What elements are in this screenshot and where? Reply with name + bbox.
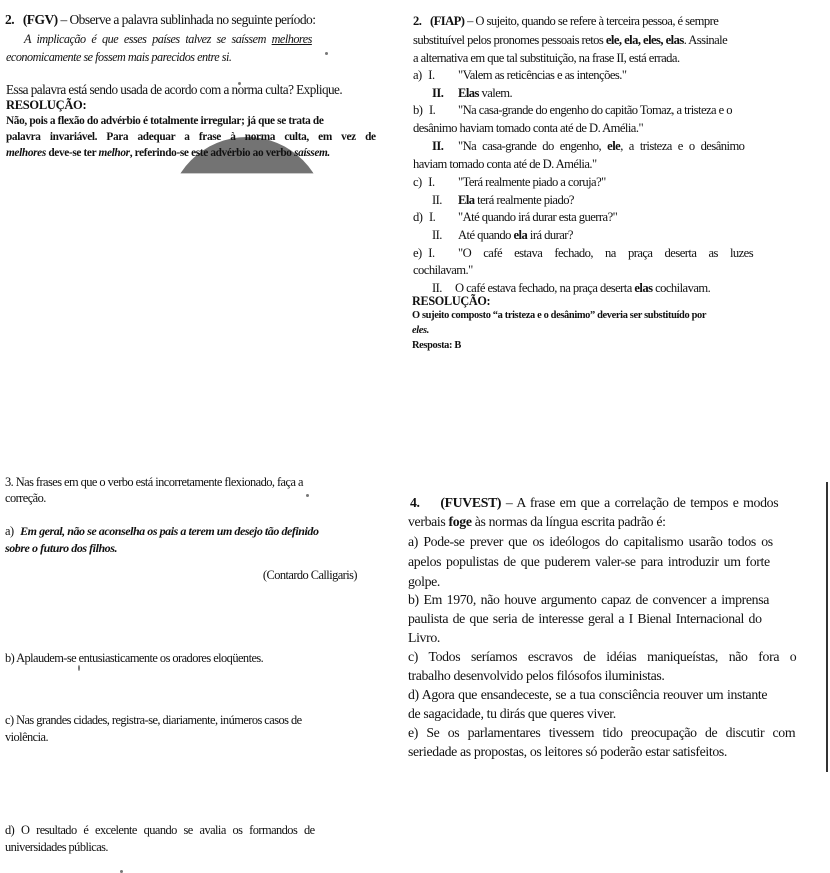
q2-fgv-quote-line1 [24,33,380,45]
q2-fiap-line-3: a alternativa em que tal substituição, na frase II, está errada. [413,51,680,65]
option-letter: c) [413,175,422,189]
sentence-label: II. [432,193,442,207]
option-a-i [413,68,627,82]
option-d-ii [432,228,573,242]
q3-option-c-cont: violência. [5,730,49,744]
question-source: (FGV) [22,12,58,27]
sentence-label: II. [432,281,442,295]
sentence-label: I. [429,103,436,117]
q3-option-a-cont: sobre o futuro dos filhos. [5,541,117,555]
quote-author: (Contardo Calligaris) [262,568,357,582]
q2-fgv-quote-line2: economicamente se fossem mais parecidos entre si. [6,50,232,64]
q4-option-c-line-1: c) Todos seríamos escravos de idéias maniqueístas, não fora o [408,649,797,664]
sentence-text: "Na casa-grande do engenho, [458,139,608,153]
pronoun: ele [607,139,621,153]
option-letter: a) [413,68,422,82]
pronoun: ela [513,228,528,242]
resolution-line-2: eles. [412,325,430,336]
question-2-fgv [0,0,400,190]
sentence-label: II. [432,86,444,100]
option-b-i [413,103,733,117]
underlined-word: melhores [271,32,312,46]
sentence-text: irá durar? [527,228,573,242]
resolution-line-1: O sujeito composto “a tristeza e o desânimo” deveria ser substituído por [412,310,707,321]
q4-option-d-line-2: de sagacidade, tu dirás que queres viver. [408,706,616,721]
q3-option-b: b) Aplaudem-se entusiasticamente os oradores eloqüentes. [5,651,264,665]
q2-fgv-question: Essa palavra está sendo usada de acordo com a norma culta? Explique. [6,82,343,97]
question-prompt: – Observe a palavra sublinhada no seguinte período: [60,12,316,27]
option-b-i-cont: desânimo haviam tomado conta até de D. Amélia." [413,121,644,135]
option-letter: d) [413,210,423,224]
sentence-text: terá realmente piado? [474,193,574,207]
question-source: (FUVEST) [440,495,502,510]
question-text: substituível pelos pronomes pessoais retos [413,33,606,47]
question-text: . Assinale [683,33,728,47]
question-text: às normas da língua escrita padrão é: [471,514,666,529]
q4-option-e-line-2: seriedade as propostas, os leitores só poderão estar satisfeitos. [408,744,728,759]
question-text: – O sujeito, quando se refere à terceira pessoa, é sempre [467,14,719,28]
option-e-i-cont: cochilavam." [413,263,473,277]
pronoun: Ela [458,193,475,207]
question-text: – A frase em que a correlação de tempos e modos [505,495,779,510]
option-letter: a) [5,524,14,538]
sentence-text: "Valem as reticências e as intenções." [458,68,627,82]
option-b-ii [432,140,822,153]
q4-line-2 [408,515,666,529]
q4-option-b-line-2: paulista de que seria de interesse geral a I Bienal Internacional do [408,611,762,626]
option-letter: e) [413,246,422,260]
question-number: 2. [5,12,15,27]
sentence-text: "O café estava fechado, na praça deserta as luzes [458,246,754,260]
pronouns: ele, ela, eles, elas [605,33,684,47]
question-number: 4. [410,495,420,510]
option-b-ii-cont: haviam tomado conta até de D. Amélia." [413,157,597,171]
option-c-ii [432,193,574,207]
scan-artifact-dome [168,137,326,295]
pronoun: elas [634,281,653,295]
resolution-label: RESOLUÇÃO: [412,294,491,308]
q3-option-c: c) Nas grandes cidades, registra-se, diariamente, inúmeros casos de [5,713,302,727]
emphasized-word: foge [448,514,472,529]
q4-option-b-line-1: b) Em 1970, não houve argumento capaz de convencer a imprensa [408,592,770,607]
q2-fiap-line-1 [413,15,718,28]
sentence-label: I. [428,246,435,260]
option-e-i [413,246,754,260]
question-4-fuvest [400,480,820,780]
q3-option-a [5,525,319,537]
sentence-text: O café estava fechado, na praça deserta [455,281,635,295]
sentence-label: I. [428,175,435,189]
option-a-ii [432,86,513,100]
quote-text: A implicação é que esses países talvez se saíssem [24,32,272,46]
option-text: Em geral, não se aconselha os pais a terem um desejo tão definido [20,524,319,538]
question-number: 2. [413,14,422,28]
question-text: verbais [408,514,449,529]
sentence-text: cochilavam. [652,281,711,295]
question-3 [0,465,360,865]
scan-speck [325,52,328,55]
scan-speck [78,665,80,671]
column-rule [826,482,828,772]
q4-option-a-line-3: golpe. [408,574,441,589]
pronoun: Elas [458,86,479,100]
q3-option-d: d) O resultado é excelente quando se avalia os formandos de [5,823,315,837]
sentence-text: Até quando [458,228,514,242]
q2-fgv-header [5,13,345,27]
q4-option-e-line-1: e) Se os parlamentares tivessem tido preocupação de discutir com [408,725,796,740]
question-2-fiap [405,0,830,360]
q3-line-1 [5,476,303,488]
option-d-i [413,210,618,224]
q2-fiap-line-2 [413,34,727,47]
resolution-word: saíssem. [294,147,330,159]
resolution-line-1: Não, pois a flexão do advérbio é totalmente irregular; já que se trata de [6,115,324,127]
sentence-label: I. [428,68,435,82]
q4-option-d-line-1: d) Agora que ensandeceste, se a tua consciência reouver um instante [408,687,768,702]
sentence-text: "Até quando irá durar esta guerra?" [458,210,618,224]
sentence-label: II. [432,139,444,153]
question-text: 3. Nas frases em que o verbo está incorretamente flexionado, faça a [5,475,303,489]
option-e-ii [432,281,711,295]
sentence-label: I. [429,210,436,224]
scan-speck [306,494,309,497]
q4-option-b-line-3: Livro. [408,630,441,645]
resolution-text: deve-se ter [45,147,99,159]
resolution-word: melhor [98,147,130,159]
sentence-text: valem. [478,86,513,100]
sentence-text: "Terá realmente piado a coruja?" [458,175,606,189]
q3-option-d-cont: universidades públicas. [5,840,108,854]
sentence-text: "Na casa-grande do engenho do capitão Tomaz, a tristeza e o [458,103,733,117]
resolution-text: , referindo-se este advérbio ao verbo [129,147,295,159]
option-c-i [413,175,606,189]
resolution-word: melhores [6,147,46,159]
resolution-label: RESOLUÇÃO: [6,98,87,112]
sentence-label: II. [432,228,442,242]
q4-option-a-line-1: a) Pode-se prever que os ideólogos do capitalismo usarão todos os [408,534,773,549]
resolution-line-3 [6,148,330,159]
q4-line-1 [410,496,778,510]
resolution-line-2: palavra invariável. Para adequar a frase à norma culta, em vez de [6,131,376,143]
q4-option-c-line-2: trabalho desenvolvido pelos filósofos iluministas. [408,668,665,683]
answer: Resposta: B [412,340,461,351]
question-source: (FIAP) [429,14,465,28]
option-letter: b) [413,103,423,117]
sentence-text: , a tristeza e o desânimo [620,139,745,153]
q3-line-2: correção. [5,491,46,505]
q4-option-a-line-2: apelos populistas de que puderem valer-se para introduzir um forte [408,554,770,569]
